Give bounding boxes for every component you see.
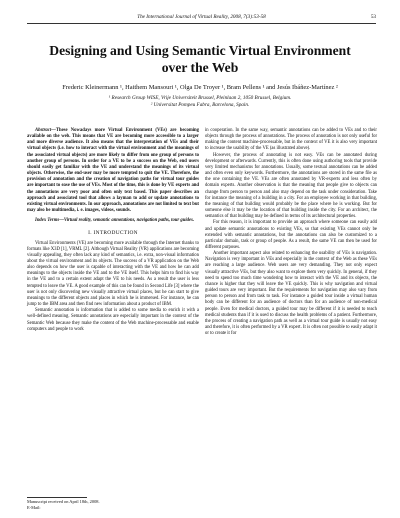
journal-header: The International Journal of Virtual Reality, 2008, 7(3):53-58 [137, 14, 266, 20]
footnote-divider [27, 497, 87, 498]
intro-paragraph-2: Semantic annotation is information that is added to some media to enrich it with a well-defined meaning. Semantic annotations are especially important in the context of the Semantic Web because they make the content of the Web machine-processable and enable computers and people to work [27, 308, 199, 332]
abstract-lead: Abstract [35, 128, 52, 133]
right-column [205, 128, 377, 337]
author-list: Frederic Kleinermann ¹, Haithem Mansouri ¹, Olga De Troyer ¹, Bram Pellens ¹ and Jesús Ibáñez-Martínez ² [62, 84, 338, 91]
footnote [27, 499, 100, 510]
affiliation-2: ² Universitat Pompeu Fabra, Barcelona, Spain. [150, 102, 250, 108]
index-terms [27, 218, 199, 224]
left-column [27, 128, 199, 333]
footnote-email: E-Mail: [27, 504, 41, 510]
section-heading-introduction: I. INTRODUCTION [88, 230, 138, 237]
index-terms-text: —Virtual reality, semantic annotations, navigation paths, tour guides. [59, 218, 195, 224]
paper-title: Designing and Using Semantic Virtual Environment over the Web [49, 43, 351, 75]
right-paragraph-1: in cooperation. In the same way, semantic annotations can be added to VEs and to their objects through the process of annotations. The process of annotation is not only useful for making the content machine-processable, but in the context of VE it is also very important to increase the usability of the VE (as illustrated above). [205, 128, 377, 152]
footnote-received: Manuscript received on April 18th, 2008. [27, 499, 100, 504]
index-terms-lead: Index Terms [35, 218, 60, 224]
intro-paragraph-1: Virtual Environments (VE) are becoming more available through the Internet thanks to formats like X3D [1], VRML [2]. Although Virtual Reality (VR) applications are becoming visually appealing, they often lack any kind of semantics, i.e. extra, non-visual information about the virtual environment and its objects. The success of a VR application on the Web also depends on how the user is capable of interacting with the VE and how he can add meanings to the objects inside the VE and to the VE itself. This helps him to find his way in the VE and to a certain extent adapt the VE to his needs. As a result the user is less tempted to leave the VE. A good example of this can be found in Second Life [3] where the user is not only discovering new visually attractive virtual places, but he can start to give meanings to the different objects and places in which he is immersed. For instance, he can jump to the IBM area and then find new information about a product of IBM. [27, 240, 199, 308]
page-number: 53 [370, 14, 376, 20]
affiliation-1: ¹ Research Group WISE, Vrije Universiteit Brussel, Pleinlaan 2, 1050 Brussel, Belgium. [108, 95, 292, 101]
right-paragraph-4: Another important aspect also related to enhancing the usability of VEs is navigation. Navigation is very important in VEs and especially in the context of the Web as these VEs are reaching a large audience. Web users are very demanding. They not only expect visually attractive VEs, but they also want to explore them very quickly. In general, if they need to spend too much time wondering how to interact with the VE and its objects, the chance is higher that they will leave the VE quickly. This is why navigation and virtual guided tours are very important. But the requirements for navigation may also vary from person to person and from task to task. For instance a guided tour inside a virtual human body can be different for an audience of doctors than for an audience of non-medical people. Even for medical doctors, a guided tour may be different if it is needed to teach medical students than if it is used to discuss the health problems of a patient. Furthermore, the process of creating a navigation path as well as a virtual tour guide is usually not easy and therefore, it is often performed by a VR expert. It is often not possible to easily adapt it or to create it for [205, 251, 377, 337]
affiliations [20, 95, 380, 109]
abstract [27, 128, 199, 214]
abstract-text: —These Nowadays more Virtual Environment (VEs) are becoming available on the web. This means that VE are becoming more accessible to a larger and more diverse audience. It also means that the interpretation of VEs and their virtual objects (i.e. how to interact with the virtual environment and the meanings of the associated virtual objects) are more likely to differ from one group of persons to another group of persons. In order for a VE to be a success on the Web, end users should easily get familiar with the VE and understand the meanings of its virtual objects. Otherwise, the end-user may be more tempted to quit the VE. Therefore, the provision of annotation and the creation of navigation paths for virtual tour guides are important to ease the use of VEs. Most of the time, this is done by VE experts and the annotations are very poor and often only text based. This paper describes an approach and associated tool that allows a layman to add or update annotations to existing virtual environments. In our approach, annotations are not limited to text but may also be multimedia, i. e. images, videos, sounds. [27, 128, 199, 214]
right-paragraph-2: However, the process of annotating is not easy. VEs can be annotated during development or afterwards. Currently, this is often done using authoring tools that provide very limited mechanisms for annotations. Usually, some textual annotations can be added and often even only keywords. Furthermore, the annotations are stored in the same file as the one containing the VE. VEs are often annotated by VR-experts and less often by domain experts. Another observation is that the meaning that people give to objects can change from person to person and also may depend on the task under consideration. Take for instance the meaning of a building in a city. For an employee working in that building, the meaning of that building would probably be the place where he is working. But for someone else it may be the location of that building inside the city. For an architect, the semantics of that building may be defined in terms of its architectural properties. [205, 152, 377, 220]
right-paragraph-3: For this reason, it is important to provide an approach where someone can easily add and update semantic annotations to existing VEs, so that existing VEs cannot only be extended with semantic annotations, but the annotations can also be customized to a particular domain, task or group of people. As a result, the same VE can then be used for different purposes. [205, 220, 377, 250]
header-divider [27, 23, 376, 24]
